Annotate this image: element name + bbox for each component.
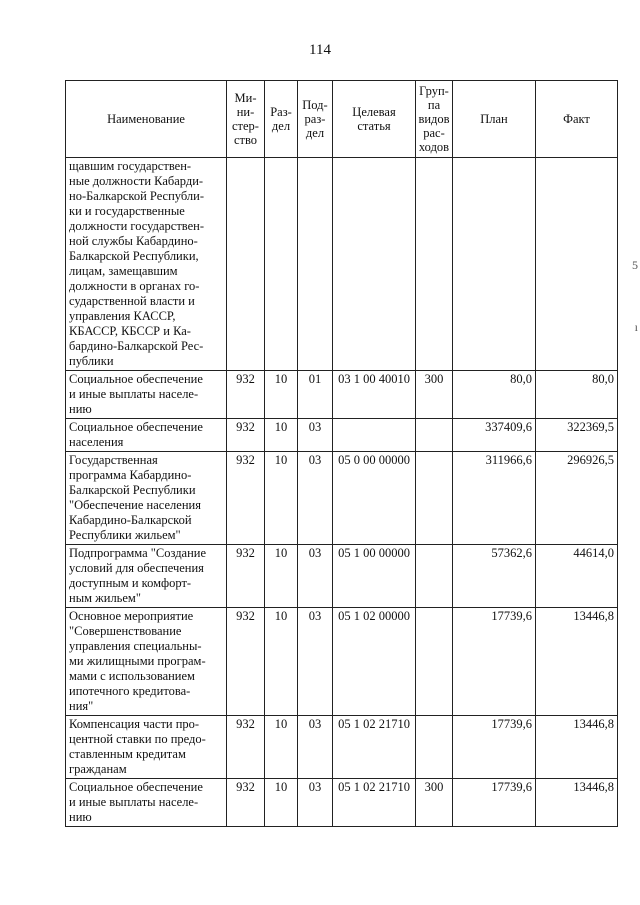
- cell-target: [333, 419, 416, 452]
- cell-name: Компенсация части про- центной ставки по предо- ставленным кредитам гражданам: [66, 716, 227, 779]
- header-name: Наименование: [66, 81, 227, 158]
- table-row: [66, 452, 618, 545]
- cell-ministry: 932: [227, 779, 265, 827]
- cell-target: [333, 158, 416, 371]
- cell-name: Основное мероприятие "Совершенствование управления специальны- ми жилищными програм- мами с использованием ипотечного кредитова- ния": [66, 608, 227, 716]
- header-ministry: Ми- ни- стер- ство: [227, 81, 265, 158]
- cell-subsection: 03: [298, 716, 333, 779]
- cell-ministry: 932: [227, 419, 265, 452]
- cell-section: 10: [265, 419, 298, 452]
- cell-group: [416, 716, 453, 779]
- cell-fact: 80,0: [536, 371, 618, 419]
- cell-group: 300: [416, 779, 453, 827]
- cell-subsection: 03: [298, 419, 333, 452]
- table-header-row: [66, 81, 618, 158]
- header-target: Целевая статья: [333, 81, 416, 158]
- cell-plan: 17739,6: [453, 608, 536, 716]
- cell-subsection: 03: [298, 452, 333, 545]
- cell-name: Социальное обеспечение и иные выплаты населе- нию: [66, 779, 227, 827]
- header-plan: План: [453, 81, 536, 158]
- cell-subsection: 03: [298, 545, 333, 608]
- header-subsection: Под- раз- дел: [298, 81, 333, 158]
- cell-section: 10: [265, 608, 298, 716]
- cell-group: 300: [416, 371, 453, 419]
- cell-subsection: 03: [298, 779, 333, 827]
- table-row: [66, 608, 618, 716]
- table-row: [66, 716, 618, 779]
- cell-name: Социальное обеспечение населения: [66, 419, 227, 452]
- cell-group: [416, 419, 453, 452]
- cell-target: 05 1 02 00000: [333, 608, 416, 716]
- cell-ministry: 932: [227, 545, 265, 608]
- cell-group: [416, 545, 453, 608]
- cell-target: 05 1 02 21710: [333, 779, 416, 827]
- cell-fact: 13446,8: [536, 716, 618, 779]
- header-group: Груп- па видов рас- ходов: [416, 81, 453, 158]
- cell-group: [416, 452, 453, 545]
- table-row: [66, 779, 618, 827]
- cell-fact: 13446,8: [536, 779, 618, 827]
- cell-fact: [536, 158, 618, 371]
- cell-target: 05 1 00 00000: [333, 545, 416, 608]
- cell-section: 10: [265, 545, 298, 608]
- cell-name: Государственная программа Кабардино- Балкарской Республики "Обеспечение населения Кабардино-Балкарской Республики жильем": [66, 452, 227, 545]
- cell-name: щавшим государствен- ные должности Кабарди- но-Балкарской Республи- ки и государственные должности государствен- ной службы Кабардино- Балкарской Республики, лицам, замещавшим должности в органах го- сударственной власти и управления КАССР, КБАССР, КБССР и Ка- бардино-Балкарской Рес- публики: [66, 158, 227, 371]
- header-section: Раз- дел: [265, 81, 298, 158]
- cell-fact: 13446,8: [536, 608, 618, 716]
- cell-ministry: [227, 158, 265, 371]
- cell-plan: 311966,6: [453, 452, 536, 545]
- cell-fact: 296926,5: [536, 452, 618, 545]
- cell-group: [416, 608, 453, 716]
- budget-table: [65, 80, 618, 827]
- cell-subsection: 03: [298, 608, 333, 716]
- margin-mark: 5: [632, 258, 638, 272]
- cell-plan: 17739,6: [453, 779, 536, 827]
- header-fact: Факт: [536, 81, 618, 158]
- cell-section: 10: [265, 716, 298, 779]
- cell-plan: 57362,6: [453, 545, 536, 608]
- cell-target: 05 0 00 00000: [333, 452, 416, 545]
- cell-target: 05 1 02 21710: [333, 716, 416, 779]
- cell-name: Подпрограмма "Создание условий для обеспечения доступным и комфорт- ным жильем": [66, 545, 227, 608]
- cell-section: [265, 158, 298, 371]
- margin-mark: ı: [634, 320, 638, 334]
- cell-plan: 80,0: [453, 371, 536, 419]
- table-row: [66, 545, 618, 608]
- table-row: [66, 419, 618, 452]
- cell-subsection: [298, 158, 333, 371]
- cell-fact: 44614,0: [536, 545, 618, 608]
- page-number: 114: [309, 42, 331, 58]
- cell-plan: [453, 158, 536, 371]
- cell-group: [416, 158, 453, 371]
- cell-ministry: 932: [227, 371, 265, 419]
- cell-ministry: 932: [227, 452, 265, 545]
- cell-plan: 17739,6: [453, 716, 536, 779]
- cell-ministry: 932: [227, 716, 265, 779]
- cell-ministry: 932: [227, 608, 265, 716]
- cell-name: Социальное обеспечение и иные выплаты населе- нию: [66, 371, 227, 419]
- cell-target: 03 1 00 40010: [333, 371, 416, 419]
- cell-plan: 337409,6: [453, 419, 536, 452]
- cell-section: 10: [265, 452, 298, 545]
- table-row: [66, 158, 618, 371]
- cell-section: 10: [265, 371, 298, 419]
- cell-fact: 322369,5: [536, 419, 618, 452]
- cell-subsection: 01: [298, 371, 333, 419]
- table-row: [66, 371, 618, 419]
- cell-section: 10: [265, 779, 298, 827]
